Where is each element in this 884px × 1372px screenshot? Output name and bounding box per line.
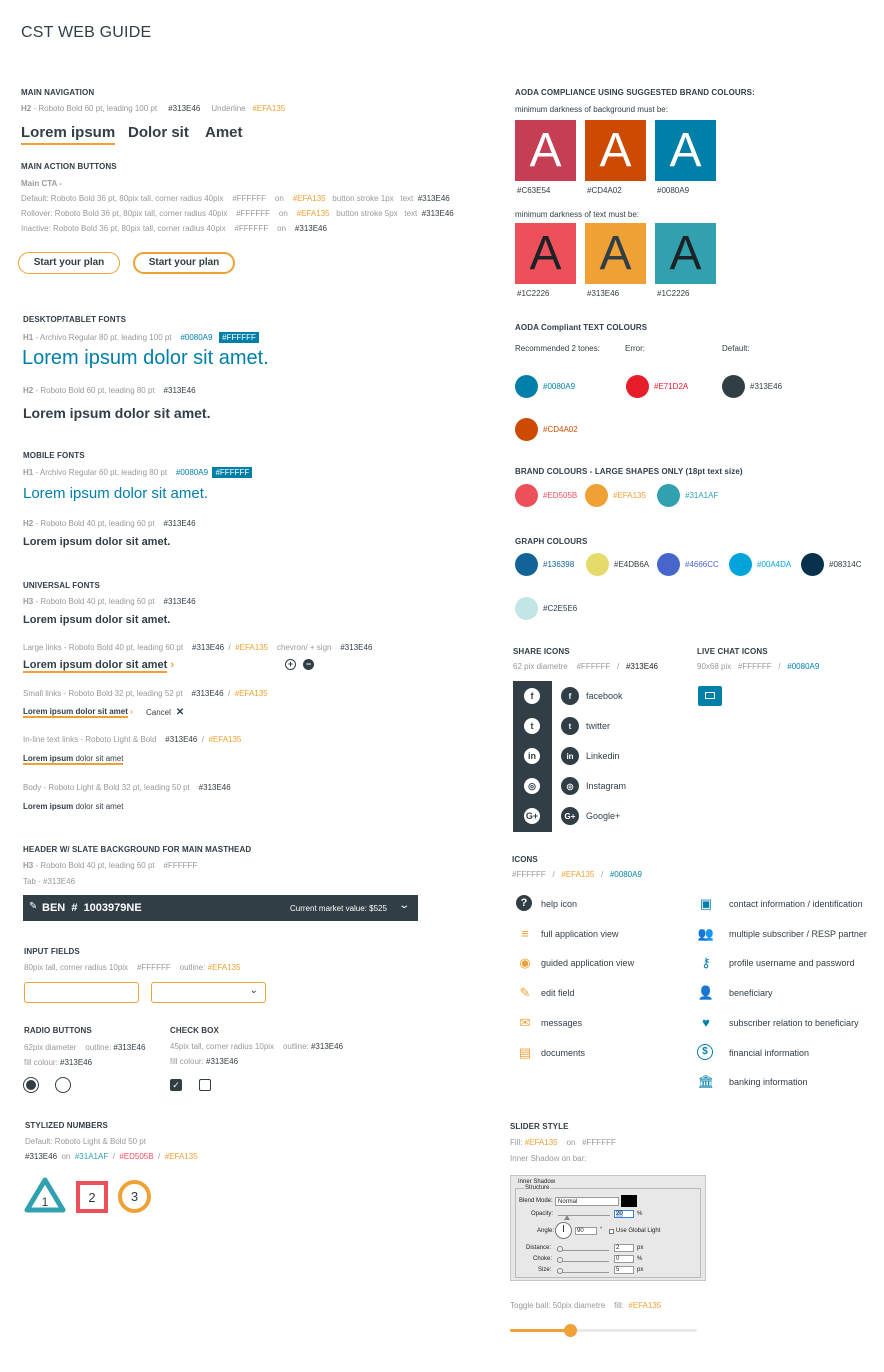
angle-label: Angle: [537, 1228, 555, 1234]
small-link-sample[interactable] [23, 707, 133, 716]
share-icons-heading: SHARE ICONS [513, 647, 570, 656]
number-circle-3: 3 [118, 1180, 151, 1213]
guided-application-view-icon: ◉ [519, 955, 531, 971]
colour-swatch-label: #08314C [829, 559, 862, 569]
icon-label: guided application view [541, 958, 635, 969]
colour-swatch-circle [585, 484, 608, 507]
edit-icon[interactable]: ✎ [29, 901, 38, 912]
choke-handle[interactable] [557, 1257, 563, 1263]
chevron-right-icon: › [130, 707, 133, 716]
nav-item-dolor-sit[interactable]: Dolor sit [128, 124, 189, 141]
colour-swatch-circle [626, 375, 649, 398]
share-label: twitter [586, 721, 611, 731]
plus-circle-icon[interactable]: + [285, 659, 296, 670]
angle-dial[interactable] [555, 1222, 572, 1239]
start-plan-button-rollover[interactable]: Start your plan [133, 252, 235, 274]
live-chat-heading: LIVE CHAT ICONS [697, 647, 768, 656]
colour-swatch-circle [515, 484, 538, 507]
header-h3-spec: H3 - Roboto Bold 40 pt, leading 60 pt #FFFFFF [23, 861, 198, 870]
blend-mode-label: Blend Mode: [519, 1198, 553, 1204]
colour-swatch-label: #E71D2A [654, 381, 689, 391]
angle-input[interactable] [575, 1227, 597, 1235]
size-handle[interactable] [557, 1268, 563, 1274]
large-links-spec: Large links - Roboto Bold 40 pt, leading 60 pt #313E46 / #EFA135 chevron/ + sign #313E46 [23, 643, 373, 652]
icon-label: full application view [541, 928, 619, 939]
blend-mode-value: Normal [558, 1199, 578, 1205]
colour-swatch-label: #C2E5E6 [543, 603, 578, 613]
facebook-icon-dark[interactable]: f [561, 687, 579, 705]
colour-swatch-label: #EFA135 [613, 490, 646, 500]
mobile-h1-spec: H1 - Archivo Regular 60 pt, leading 80 pt #0080A9 #FFFFFF [23, 467, 252, 478]
icon-label: banking information [729, 1077, 808, 1088]
key-user-icon: ⚷ [701, 955, 711, 971]
number-square-2: 2 [76, 1181, 108, 1213]
masthead-market-value: Current market value: $525 [290, 904, 387, 913]
colour-swatch-circle [722, 375, 745, 398]
live-chat-button[interactable] [698, 686, 722, 706]
desktop-h2-spec: H2 - Roboto Bold 60 pt, leading 80 pt #313E46 [23, 386, 196, 395]
checkbox-heading: CHECK BOX [170, 1026, 219, 1035]
icon-label: beneficiary [729, 988, 773, 999]
body-sample: Lorem ipsum dolor sit amet [23, 802, 124, 811]
main-navigation-heading: MAIN NAVIGATION [21, 88, 95, 97]
slider-fill [510, 1329, 570, 1332]
colour-swatch-label: #31A1AF [685, 490, 719, 500]
colour-swatch-circle [729, 553, 752, 576]
small-link-text: Lorem ipsum dolor sit amet [23, 707, 128, 716]
slider-inner-shadow-spec: Inner Shadow on bar: [510, 1154, 587, 1163]
stylized-numbers-spec: Default: Roboto Light & Bold 50 pt [25, 1137, 146, 1146]
choke-label: Choke: [533, 1256, 553, 1262]
nav-item-lorem-ipsum[interactable]: Lorem ipsum [21, 124, 115, 145]
cta-inactive-spec: Inactive: Roboto Bold 36 pt, 80pix tall, corner radius 40pix #FFFFFF on #313E46 [21, 224, 327, 233]
colour-swatch-label: #CD4A02 [543, 424, 578, 434]
number-triangle-1 [24, 1177, 66, 1213]
full-application-view-icon: ≡ [521, 926, 529, 942]
aoda-bg-square: A [515, 120, 576, 181]
colour-swatch-circle [801, 553, 824, 576]
size-value: 5 [616, 1267, 620, 1273]
aoda-text-label: #1C2226 [517, 289, 550, 298]
icons-heading: ICONS [512, 855, 538, 864]
checkbox-unchecked[interactable] [199, 1079, 211, 1091]
global-light-checkbox[interactable] [609, 1229, 614, 1234]
share-label: Google+ [586, 811, 621, 821]
radio-heading: RADIO BUTTONS [24, 1026, 92, 1035]
choke-input[interactable] [614, 1255, 634, 1263]
checkbox-checked[interactable]: ✓ [170, 1079, 182, 1091]
opacity-input[interactable] [614, 1210, 634, 1218]
facebook-icon-light[interactable]: f [524, 688, 540, 704]
blend-mode-select[interactable] [555, 1197, 619, 1206]
colour-swatch-circle [515, 418, 538, 441]
chevron-right-icon: › [170, 659, 174, 671]
brand-colours-heading: BRAND COLOURS - LARGE SHAPES ONLY (18pt text size) [515, 467, 743, 476]
distance-input[interactable] [614, 1244, 634, 1252]
aoda-bg-label: #0080A9 [657, 186, 690, 195]
inline-links-spec: In-line text links - Roboto Light & Bold #313E46 / #EFA135 [23, 735, 242, 744]
icon-label: subscriber relation to beneficiary [729, 1017, 859, 1028]
icon-label: financial information [729, 1047, 810, 1058]
distance-handle[interactable] [557, 1246, 563, 1252]
universal-h3-spec: H3 - Roboto Bold 40 pt, leading 60 pt #313E46 [23, 597, 196, 606]
universal-fonts-heading: UNIVERSAL FONTS [23, 581, 100, 590]
linkedin-icon-dark[interactable]: in [561, 747, 579, 765]
page-title: CST WEB GUIDE [21, 24, 152, 41]
live-chat-spec: 90x68 pix #FFFFFF / #0080A9 [697, 662, 820, 671]
icon-label: help icon [541, 899, 578, 909]
distance-value: 2 [616, 1245, 620, 1251]
aoda-text-square: A [655, 223, 716, 284]
main-navigation-spec: H2 - Roboto Bold 60 pt, leading 100 pt #313E46 Underline #EFA135 [21, 104, 286, 113]
select-input[interactable] [151, 982, 266, 1003]
size-track[interactable] [557, 1272, 609, 1273]
universal-h3-sample: Lorem ipsum dolor sit amet. [23, 614, 171, 626]
icon-label: edit field [541, 988, 575, 999]
colour-swatch-label: #ED505B [543, 490, 578, 500]
body-spec: Body - Roboto Light & Bold 32 pt, leading 50 pt #313E46 [23, 783, 231, 792]
input-fields-heading: INPUT FIELDS [24, 947, 80, 956]
cta-rollover-spec: Rollover: Roboto Bold 36 pt, 80pix tall, corner radius 40pix #FFFFFF on #EFA135 button stroke 5px text #313E46 [21, 209, 454, 218]
error-label: Error: [625, 344, 645, 353]
distance-label: Distance: [526, 1245, 552, 1251]
choke-value: 0 [616, 1256, 620, 1262]
slider-track[interactable] [510, 1329, 697, 1332]
angle-unit: ° [600, 1227, 603, 1233]
panel-structure-label: Structure [525, 1185, 550, 1191]
mobile-h2-spec: H2 - Roboto Bold 40 pt, leading 60 pt #313E46 [23, 519, 196, 528]
desktop-h2-sample: Lorem ipsum dolor sit amet. [23, 405, 211, 421]
size-input[interactable] [614, 1266, 634, 1274]
stylized-numbers-heading: STYLIZED NUMBERS [25, 1121, 108, 1130]
icon-label: profile username and password [729, 958, 855, 969]
icon-label: messages [541, 1017, 583, 1028]
stylized-numbers-colors: #313E46 on #31A1AF / #ED505B / #EFA135 [25, 1152, 198, 1161]
twitter-icon-dark[interactable]: t [561, 717, 579, 735]
large-link-text: Lorem ipsum dolor sit amet [23, 659, 168, 671]
google-plus-icon-light[interactable]: G+ [524, 808, 540, 824]
header-tab-spec: Tab - #313E46 [23, 877, 76, 886]
number-1: 1 [41, 1195, 49, 1209]
input-fields-spec: 80pix tall, corner radius 10pix #FFFFFF outline: #EFA135 [24, 963, 241, 972]
icon-label: multiple subscriber / RESP partner [729, 928, 867, 939]
radio-spec-2: fill colour: #313E46 [24, 1058, 93, 1067]
aoda-text-caption: minimum darkness of text must be: [515, 210, 640, 219]
distance-track[interactable] [557, 1250, 609, 1251]
icons-spec: #FFFFFF / #EFA135 / #0080A9 [512, 870, 642, 879]
main-cta-label: Main CTA - [21, 179, 62, 188]
mobile-h1-sample: Lorem ipsum dolor sit amet. [23, 485, 209, 502]
dollar-circle-icon: $ [697, 1044, 713, 1060]
aoda-bg-label: #C63E54 [517, 186, 551, 195]
colour-swatch-label: #0080A9 [543, 381, 576, 391]
colour-swatch-label: #00A4DA [757, 559, 792, 569]
choke-track[interactable] [557, 1261, 609, 1262]
size-label: Size: [538, 1267, 552, 1273]
documents-icon: ▤ [518, 1044, 532, 1060]
minus-circle-icon[interactable]: − [303, 659, 314, 670]
aoda-heading: AODA COMPLIANCE USING SUGGESTED BRAND COLOURS: [515, 88, 755, 97]
heart-person-icon: ♥ [702, 1015, 710, 1031]
edit-icon: ✎ [519, 985, 531, 1001]
colour-swatch-label: #E4DB6A [614, 559, 650, 569]
help-icon: ? [516, 895, 532, 911]
recommended-label: Recommended 2 tones: [515, 344, 600, 353]
share-label: Linkedin [586, 751, 620, 761]
slider-fill-spec: Fill: #EFA135 on #FFFFFF [510, 1138, 616, 1147]
inline-link-sample[interactable]: Lorem ipsum dolor sit amet [23, 754, 124, 763]
checkbox-spec-1: 45pix tall, corner radius 10pix outline: #313E46 [170, 1042, 344, 1051]
colour-swatch-circle [657, 484, 680, 507]
text-colours-heading: AODA Compliant TEXT COLOURS [515, 323, 648, 332]
opacity-label: Opacity: [531, 1211, 554, 1217]
radio-spec-1: 62pix diameter outline: #313E46 [24, 1043, 146, 1052]
desktop-fonts-heading: DESKTOP/TABLET FONTS [23, 315, 127, 324]
start-plan-button-default[interactable]: Start your plan [18, 252, 120, 274]
small-links-spec: Small links - Roboto Bold 32 pt, leading 52 pt #313E46 / #EFA135 [23, 689, 268, 698]
colour-swatch-label: #4666CC [685, 559, 719, 569]
cancel-label: Cancel [146, 708, 171, 717]
messages-icon: ✉ [519, 1014, 531, 1030]
group-icon: 👥 [697, 925, 715, 941]
radio-unselected[interactable] [55, 1077, 71, 1093]
choke-unit: % [637, 1256, 643, 1262]
person-icon: 👤 [697, 985, 715, 1001]
cancel-link[interactable] [146, 707, 184, 718]
slider-style-heading: SLIDER STYLE [510, 1122, 569, 1131]
default-label: Default: [722, 344, 750, 353]
main-action-heading: MAIN ACTION BUTTONS [21, 162, 117, 171]
colour-swatch-circle [657, 553, 680, 576]
mobile-h2-sample: Lorem ipsum dolor sit amet. [23, 536, 171, 548]
chat-bubble-icon [705, 692, 715, 699]
share-label: Instagram [586, 781, 627, 791]
nav-item-amet[interactable]: Amet [205, 124, 243, 141]
aoda-text-label: #313E46 [587, 289, 620, 298]
slider-toggle-ball[interactable] [564, 1324, 577, 1337]
checkbox-spec-2: fill colour: #313E46 [170, 1057, 239, 1066]
chevron-down-icon: ⌄ [249, 985, 258, 996]
inner-shadow-panel [510, 1175, 706, 1281]
global-light-label: Use Global Light [616, 1228, 661, 1234]
opacity-handle[interactable] [564, 1215, 570, 1220]
aoda-bg-square: A [585, 120, 646, 181]
aoda-text-square: A [585, 223, 646, 284]
toggle-ball-spec: Toggle ball: 50pix diametre fill: #EFA135 [510, 1301, 662, 1310]
masthead-beneficiary: BEN # 1003979NE [42, 902, 142, 914]
colour-swatch-circle [515, 597, 538, 620]
desktop-h1-sample: Lorem ipsum dolor sit amet. [22, 347, 269, 369]
panel-title: Inner Shadow [518, 1179, 556, 1185]
colour-swatch-circle [515, 375, 538, 398]
desktop-h1-spec: H1 - Archivo Regular 80 pt, leading 100 pt #0080A9 #FFFFFF [23, 332, 259, 343]
aoda-bg-caption: minimum darkness of background must be: [515, 105, 668, 114]
chevron-down-icon[interactable]: ⌄ [398, 900, 411, 911]
aoda-bg-label: #CD4A02 [587, 186, 622, 195]
share-label: facebook [586, 691, 623, 701]
masthead-bar [23, 895, 418, 921]
contact-card-icon: ▣ [699, 896, 713, 911]
instagram-icon-dark[interactable]: ◎ [561, 777, 579, 795]
aoda-text-square: A [515, 223, 576, 284]
icon-label: contact information / identification [729, 899, 863, 909]
close-icon: ✕ [173, 707, 185, 718]
colour-swatch-circle [586, 553, 609, 576]
instagram-icon-light[interactable]: ◎ [524, 778, 540, 794]
graph-colours-heading: GRAPH COLOURS [515, 537, 588, 546]
share-icons-spec: 62 pix diametre #FFFFFF / #313E46 [513, 662, 658, 671]
size-unit: px [637, 1267, 644, 1273]
text-input[interactable] [24, 982, 139, 1003]
large-link-sample[interactable] [23, 659, 174, 671]
opacity-unit: % [637, 1211, 643, 1217]
colour-swatch-label: #136398 [543, 559, 575, 569]
radio-selected[interactable] [23, 1077, 39, 1093]
icon-label: documents [541, 1047, 586, 1058]
bank-icon: 🏛 [697, 1074, 715, 1090]
opacity-value: 20 [616, 1211, 623, 1217]
header-heading: HEADER W/ SLATE BACKGROUND FOR MAIN MASTHEAD [23, 845, 252, 854]
aoda-bg-square: A [655, 120, 716, 181]
google-plus-icon-dark[interactable]: G+ [561, 807, 579, 825]
colour-swatch-circle [515, 553, 538, 576]
aoda-text-label: #1C2226 [657, 289, 690, 298]
colour-swatch-label: #313E46 [750, 381, 783, 391]
cta-default-spec: Default: Roboto Bold 36 pt, 80pix tall, corner radius 40pix #FFFFFF on #EFA135 button stroke 1px text #313E46 [21, 194, 450, 203]
distance-unit: px [637, 1245, 644, 1251]
angle-value: 90 [577, 1228, 584, 1234]
twitter-icon-light[interactable]: t [524, 718, 540, 734]
mobile-fonts-heading: MOBILE FONTS [23, 451, 85, 460]
blend-color-swatch[interactable] [621, 1195, 637, 1207]
linkedin-icon-light[interactable]: in [524, 748, 540, 764]
